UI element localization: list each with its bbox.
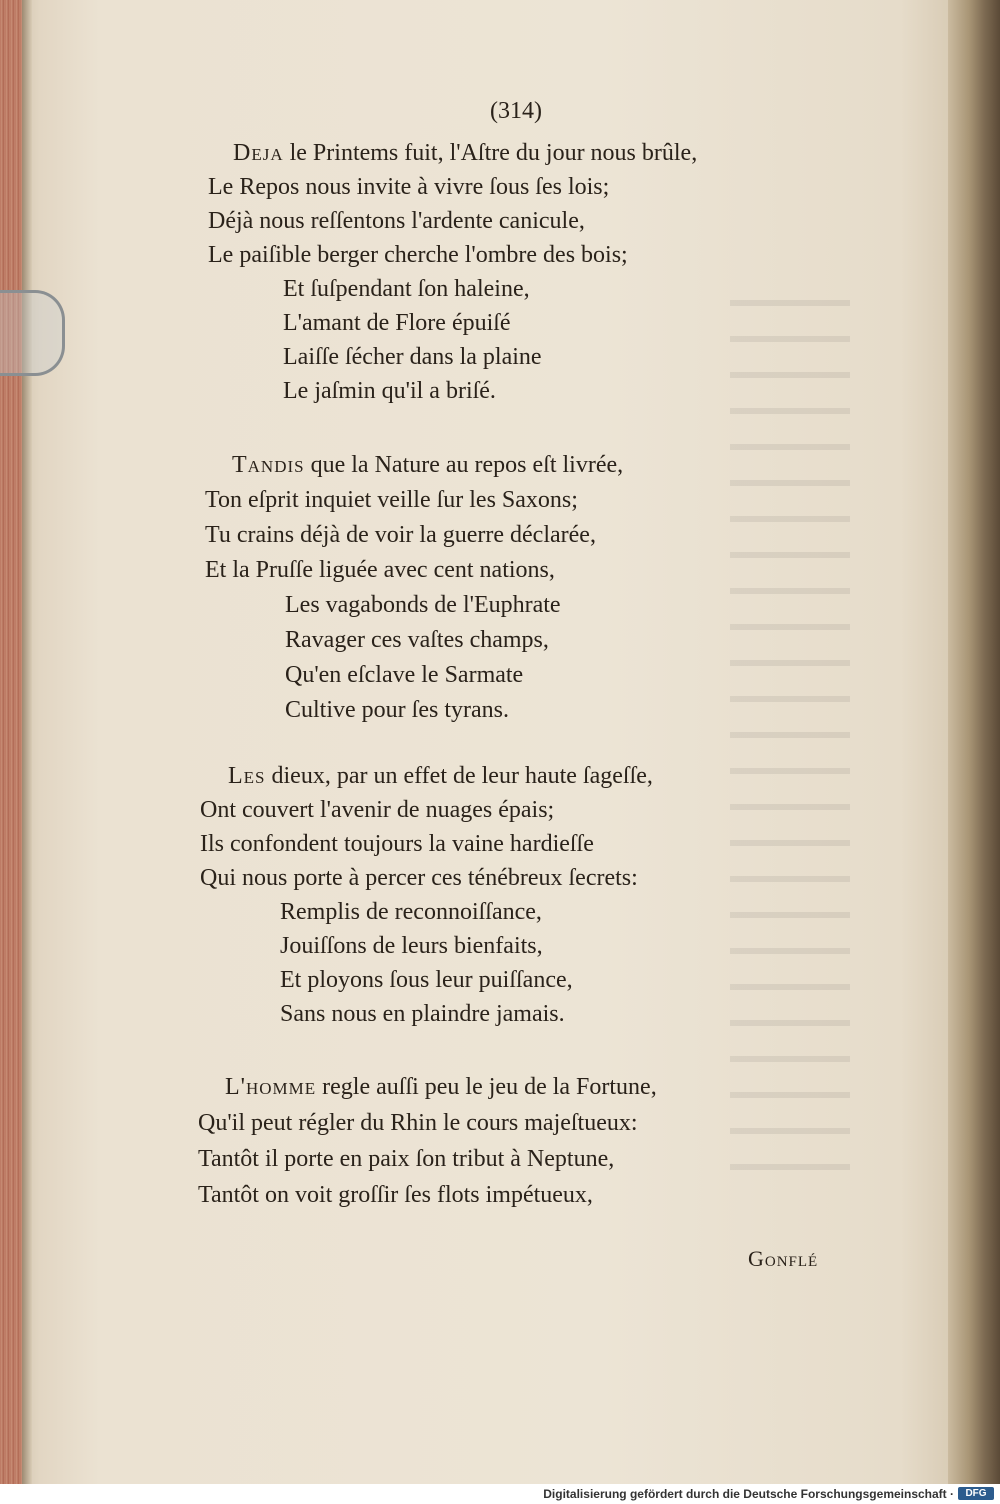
verse-line-text: que la Nature au repos eſt livrée, [304,452,624,478]
verse-initial: Tandis [232,452,305,478]
verse-line: Remplis de reconnoiſſance, [280,899,542,925]
verse-line [225,1074,657,1101]
verse-line: Laiſſe ſécher dans la plaine [283,344,542,370]
verse-line: Ont couvert l'avenir de nuages épais; [200,797,555,823]
verse-line: Ils confondent toujours la vaine hardieſſe [200,831,594,857]
verse-line: Qu'il peut régler du Rhin le cours majeſtueux: [198,1110,638,1136]
verse-line: Tu crains déjà de voir la guerre déclarée, [205,522,596,548]
verse-line-text: regle auſſi peu le jeu de la Fortune, [316,1074,657,1100]
verse-line [233,140,697,167]
verse-line: Tantôt on voit groſſir ſes flots impétueux, [198,1182,593,1208]
page-clip [0,290,65,376]
page-edge-right [948,0,1000,1484]
verse-line: Ton eſprit inquiet veille ſur les Saxons; [205,487,578,513]
verse-line [228,763,653,790]
verse-initial: L'homme [225,1074,317,1100]
verse-line: Qui nous porte à percer ces ténébreux ſecrets: [200,865,638,891]
verse-line: Sans nous en plaindre jamais. [280,1001,565,1027]
verse-line: Ravager ces vaſtes champs, [285,627,549,653]
verse-line-text: dieux, par un effet de leur haute ſageſſe, [265,763,653,789]
verse-line [232,452,623,479]
page-gutter [22,0,32,1484]
verse-line: Jouiſſons de leurs bienfaits, [280,933,543,959]
digitization-footer [0,1484,1000,1504]
show-through [730,300,850,1200]
verse-initial: Deja [233,140,284,166]
verse-line: Et la Pruſſe liguée avec cent nations, [205,557,555,583]
verse-line: Et ſuſpendant ſon haleine, [283,276,530,302]
verse-line: Tantôt il porte en paix ſon tribut à Neptune, [198,1146,615,1172]
verse-line: Les vagabonds de l'Euphrate [285,592,561,618]
footer-credit: Digitalisierung gefördert durch die Deutsche Forschungsgemeinschaft · [543,1487,954,1501]
page-edge-left [0,0,22,1484]
verse-line: Qu'en eſclave le Sarmate [285,662,524,688]
verse-line: L'amant de Flore épuiſé [283,310,511,336]
verse-initial: Les [228,763,266,789]
verse-line: Le Repos nous invite à vivre ſous ſes lois; [208,174,610,200]
verse-line: Et ployons ſous leur puiſſance, [280,967,573,993]
verse-line-text: le Printems fuit, l'Aſtre du jour nous brûle, [283,140,698,166]
catchword: Gonflé [748,1246,819,1271]
verse-line: Cultive pour ſes tyrans. [285,697,509,723]
dfg-logo: DFG [958,1487,994,1500]
verse-line: Déjà nous reſſentons l'ardente canicule, [208,208,585,234]
page-number: (314) [490,98,542,124]
verse-line: Le paiſible berger cherche l'ombre des bois; [208,242,628,268]
verse-line: Le jaſmin qu'il a briſé. [283,378,496,404]
